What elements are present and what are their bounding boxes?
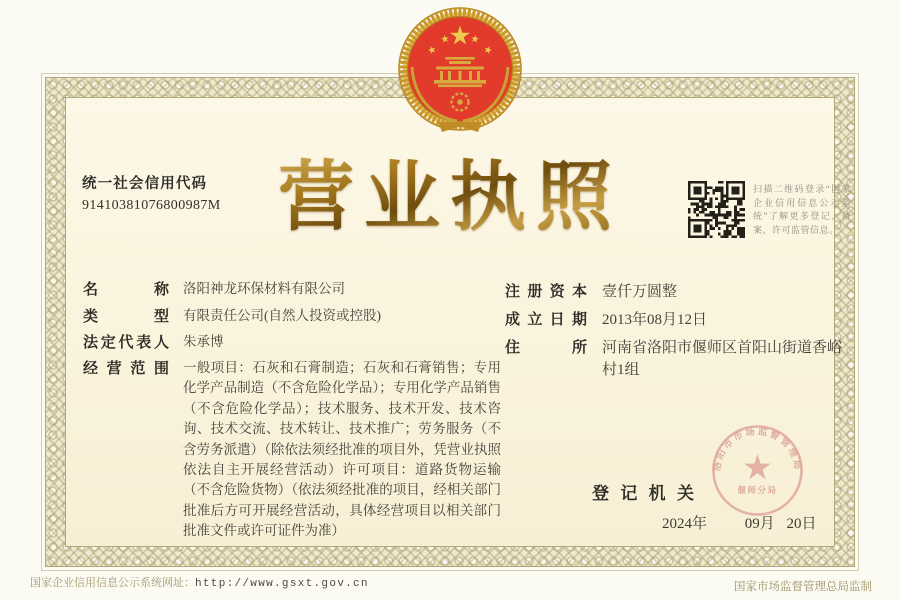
field-label-legal-rep: 法定代表人 xyxy=(83,334,169,351)
national-emblem-icon xyxy=(396,5,524,137)
field-label-establish-date: 成立日期 xyxy=(505,311,587,328)
registration-authority-label: 登记机关 xyxy=(592,484,694,503)
issue-date-year: 2024年 xyxy=(662,516,708,532)
field-label-address: 住所 xyxy=(505,339,587,356)
field-value-legal-rep: 朱承博 xyxy=(183,334,224,349)
field-label-name: 名称 xyxy=(83,281,169,298)
qr-code xyxy=(688,181,745,238)
credit-code-label: 统一社会信用代码 xyxy=(82,176,206,192)
issue-date-day: 20日 xyxy=(786,516,817,532)
footer-gsxt-label: 国家企业信用信息公示系统网址： xyxy=(30,577,195,589)
qr-caption: 扫描二维码登录“国家企业信用信息公示系统”了解更多登记、备案、许可监管信息。 xyxy=(753,184,851,235)
field-value-establish-date: 2013年08月12日 xyxy=(602,312,708,328)
seal-inner-text: 偃师分局 xyxy=(737,485,778,495)
field-value-registered-capital: 壹仟万圆整 xyxy=(602,284,678,300)
seal-arc-text: 洛阳市市场监督管理局 xyxy=(712,427,803,473)
field-value-address: 河南省洛阳市偃师区首阳山街道香峪村1组 xyxy=(602,340,843,378)
official-seal xyxy=(710,423,805,518)
credit-code-block xyxy=(82,172,221,214)
field-label-business-scope: 经营范围 xyxy=(83,360,169,377)
field-value-name: 洛阳神龙环保材料有限公司 xyxy=(183,281,345,296)
footer-gsxt-line xyxy=(30,574,369,590)
credit-code-value: 91410381076800987M xyxy=(82,198,221,213)
field-label-registered-capital: 注册资本 xyxy=(505,283,587,300)
issue-date-month: 09月 xyxy=(744,516,775,532)
footer-gsxt-url: http://www.gsxt.gov.cn xyxy=(195,578,369,590)
footer-issuer: 国家市场监督管理总局监制 xyxy=(734,581,872,593)
field-label-type: 类型 xyxy=(83,308,169,325)
field-value-business-scope: 一般项目：石灰和石膏制造；石灰和石膏销售；专用化学产品制造（不含危险化学品）；专用化学产品销售（不含危险化学品）；技术服务、技术开发、技术咨询、技术交流、技术转让、技术推广；劳务服务（不含劳务派遣）（除依法须经批准的项目外，凭营业执照依法自主开展经营活动）许可项目：道路货物运输（不含危险货物）（依法须经批准的项目，经相关部门批准后方可开展经营活动，具体经营项目以相关部门批准文件或许可证件为准） xyxy=(183,360,501,539)
license-title: 营业执照 xyxy=(278,146,612,250)
field-value-type: 有限责任公司(自然人投资或控股) xyxy=(183,308,381,323)
